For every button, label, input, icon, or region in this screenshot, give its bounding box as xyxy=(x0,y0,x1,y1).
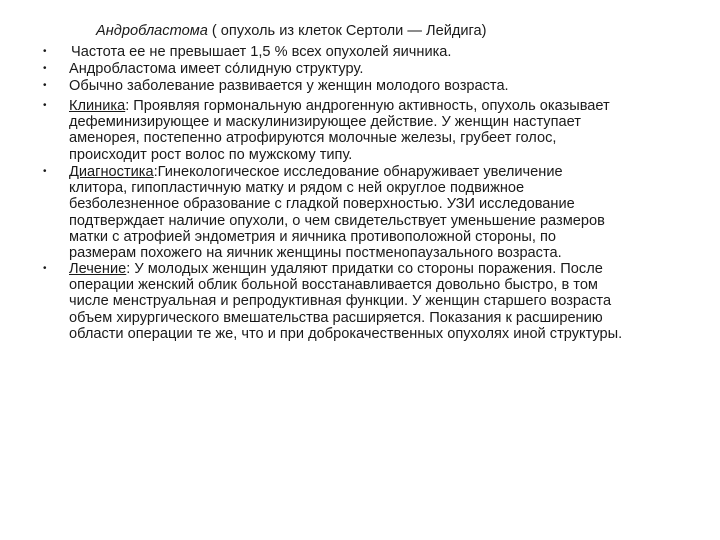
bullet-text-line: дефеминизирующее и маскулинизирующее действие. У женщин наступает xyxy=(69,114,581,131)
bullet-item-frequency xyxy=(43,44,701,60)
bullet-text: Обычно заболевание развивается у женщин молодого возраста. xyxy=(69,78,509,94)
bullet-text-line: числе менструальная и репродуктивная функции. У женщин старшего возраста xyxy=(69,293,612,310)
bullet-item-clinic xyxy=(43,98,699,163)
bullet-text-line: матки с атрофией эндометрия и яичника противоположной стороны, по xyxy=(69,228,556,245)
section-label-clinic: Клиника xyxy=(69,98,126,114)
section-label-treatment: Лечение xyxy=(69,261,127,277)
bullet-dot: • xyxy=(43,63,47,74)
bullet-item-age xyxy=(43,78,699,94)
bullet-text-line: происходит рост волос по мужскому типу. xyxy=(69,146,353,163)
bullet-item-structure xyxy=(43,61,699,77)
bullet-text: : Проявляя гормональную андрогенную активность, опухоль оказывает xyxy=(125,98,610,114)
bullet-text-line: клитора, гипопластичную матку и рядом с ней округлое подвижное xyxy=(69,180,525,197)
bullet-text: :Гинекологическое исследование обнаруживает увеличение xyxy=(153,164,563,180)
bullet-text-line: объем хирургического вмешательства расширяется. Показания к расширению xyxy=(69,309,603,326)
slide-heading xyxy=(96,23,487,40)
bullet-item-diagnostics xyxy=(43,164,699,262)
bullet-text-line: безболезненное образование с гладкой поверхностью. УЗИ исследование xyxy=(69,196,575,213)
bullet-dot: • xyxy=(43,166,47,177)
heading-title-italic: Андробластома xyxy=(96,23,208,39)
bullet-text-line: аменорея, постепенно атрофируются молочные железы, грубеет голос, xyxy=(69,130,557,147)
bullet-dot: • xyxy=(43,80,47,91)
bullet-text-line: области операции те же, что и при доброкачественных опухолях иной структуры. xyxy=(69,325,623,342)
bullet-dot: • xyxy=(43,46,47,57)
bullet-text: : У молодых женщин удаляют придатки со стороны поражения. После xyxy=(126,261,603,277)
bullet-text: Андробластома имеет со́лидную структуру. xyxy=(69,61,364,77)
heading-title-rest: ( опухоль из клеток Сертоли — Лейдига) xyxy=(207,23,487,39)
bullet-text-line: операции женский облик больной восстанавливается довольно быстро, в том xyxy=(69,277,598,294)
bullet-dot: • xyxy=(43,100,47,111)
bullet-text-line xyxy=(69,261,699,277)
bullet-text-line xyxy=(69,98,699,114)
bullet-text-line xyxy=(69,164,699,180)
bullet-text: Частота ее не превышает 1,5 % всех опухолей яичника. xyxy=(71,44,452,60)
bullet-text-line: подтверждает наличие опухоли, о чем свидетельствует уменьшение размеров xyxy=(69,212,605,229)
bullet-item-treatment xyxy=(43,261,699,342)
bullet-dot: • xyxy=(43,263,47,274)
section-label-diagnostics: Диагностика xyxy=(69,164,154,180)
bullet-text-line: размерам похожего на яичник женщины постменопаузального возраста. xyxy=(69,245,562,262)
